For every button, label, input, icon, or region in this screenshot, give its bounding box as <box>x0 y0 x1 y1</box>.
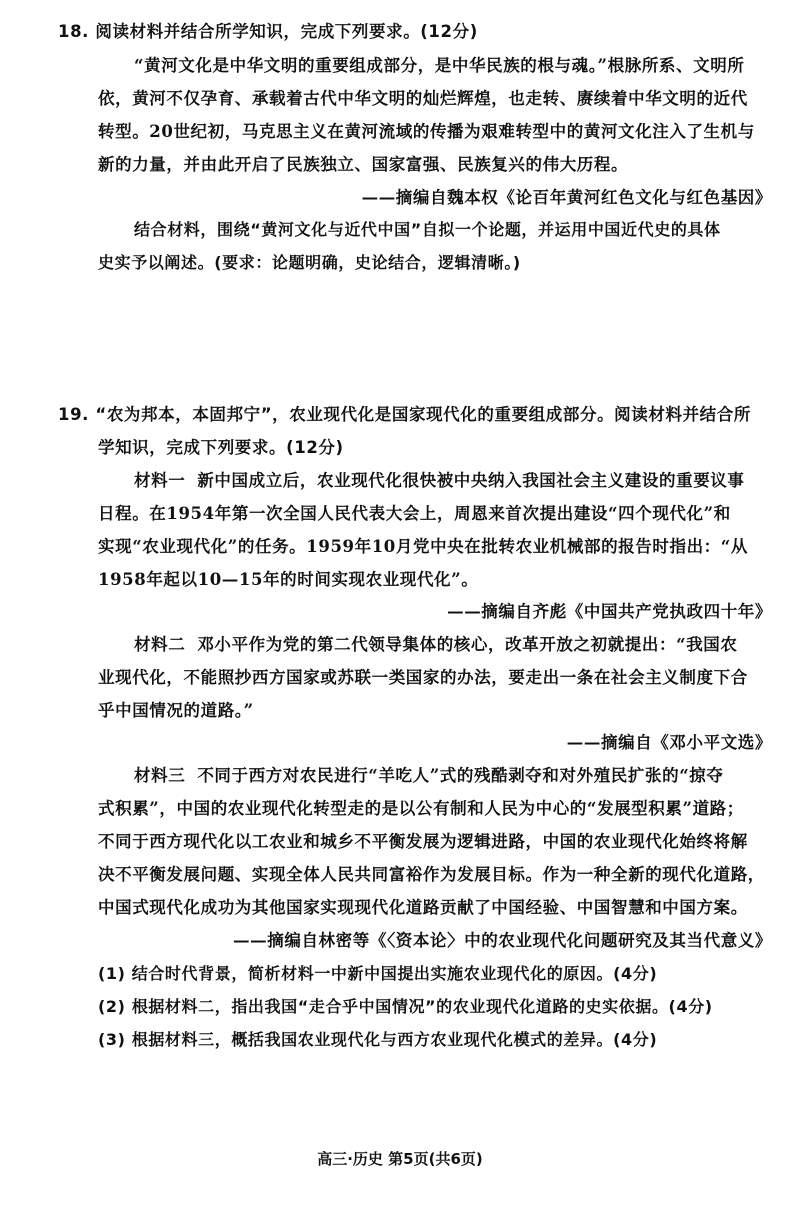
q19-prompt-text: “农为邦本，本固邦宁”，农业现代化是国家现代化的重要组成部分。阅读材料并结合所 <box>95 405 751 424</box>
q18-prompt <box>58 20 478 44</box>
q19-m1-source: ——摘编自齐彪《中国共产党执政四十年》 <box>447 602 772 621</box>
q18-material-line: 依，黄河不仅孕育、承载着古代中华文明的灿烂辉煌，也走转、赓续着中华文明的近代 <box>98 89 748 108</box>
q18-number: 18. <box>58 22 90 41</box>
q18-source: ——摘编自魏本权《论百年黄河红色文化与红色基因》 <box>361 188 772 207</box>
q19-m3-line: 决不平衡发展问题、实现全体人民共同富裕作为发展目标。作为一种全新的现代化道路， <box>98 865 765 884</box>
q19-m1-text: 新中国成立后，农业现代化很快被中央纳入我国社会主义建设的重要议事 <box>197 471 745 490</box>
q19-m3-line: 式积累”，中国的农业现代化转型走的是以公有制和人民为中心的“发展型积累”道路； <box>98 799 744 818</box>
q19-m3-source: ——摘编自林密等《〈资本论〉中的农业现代化问题研究及其当代意义》 <box>233 931 772 950</box>
q19-prompt-cont: 学知识，完成下列要求。(12分) <box>98 438 344 457</box>
q18-task-line: 史实予以阐述。(要求：论题明确，史论结合，逻辑清晰。) <box>98 253 521 272</box>
q19-m1-line: 1958年起以10—15年的时间实现农业现代化”。 <box>98 570 479 589</box>
q19-task-1: (1) 结合时代背景，简析材料一中新中国提出实施农业现代化的原因。(4分) <box>98 964 658 983</box>
q18-material-line: “黄河文化是中华文明的重要组成部分，是中华民族的根与魂。”根脉所系、文明所 <box>134 56 745 75</box>
q19-m3-text: 不同于西方对农民进行“羊吃人”式的残酷剥夺和对外殖民扩张的“掠夺 <box>197 766 724 785</box>
q19-task-2: (2) 根据材料二，指出我国“走合乎中国情况”的农业现代化道路的史实依据。(4分) <box>98 997 713 1016</box>
q19-m2-source: ——摘编自《邓小平文选》 <box>566 733 772 752</box>
q19-m1-line: 实现“农业现代化”的任务。1959年10月党中央在批转农业机械部的报告时指出：“从 <box>98 537 748 556</box>
q19-m2-line: 业现代化，不能照抄西方国家或苏联一类国家的办法，要走出一条在社会主义制度下合 <box>98 668 748 687</box>
q18-prompt-text: 阅读材料并结合所学知识，完成下列要求。(12分) <box>95 22 478 41</box>
q19-m3-label: 材料三 <box>134 766 186 785</box>
page-footer: 高三·历史 第5页(共6页) <box>317 1150 483 1168</box>
q19-m1-line <box>134 469 745 493</box>
q19-task-3: (3) 根据材料三，概括我国农业现代化与西方农业现代化模式的差异。(4分) <box>98 1030 658 1049</box>
q19-m3-line <box>134 764 723 788</box>
q19-m1-line: 日程。在1954年第一次全国人民代表大会上，周恩来首次提出建设“四个现代化”和 <box>98 504 731 523</box>
q18-task-line: 结合材料，围绕“黄河文化与近代中国”自拟一个论题，并运用中国近代史的具体 <box>134 220 721 239</box>
q18-material-line: 新的力量，并由此开启了民族独立、国家富强、民族复兴的伟大历程。 <box>98 155 629 174</box>
q19-m2-text: 邓小平作为党的第二代领导集体的核心，改革开放之初就提出：“我国农 <box>197 635 738 654</box>
q19-m2-line <box>134 633 738 657</box>
q19-m3-line: 不同于西方现代化以工农业和城乡不平衡发展为逻辑进路，中国的农业现代化始终将解 <box>98 832 748 851</box>
q19-m1-label: 材料一 <box>134 471 186 490</box>
q19-prompt <box>58 403 751 427</box>
q19-m3-line: 中国式现代化成功为其他国家实现现代化道路贡献了中国经验、中国智慧和中国方案。 <box>98 898 748 917</box>
q19-m2-line: 乎中国情况的道路。” <box>98 701 254 720</box>
q18-material-line: 转型。20世纪初，马克思主义在黄河流域的传播为艰难转型中的黄河文化注入了生机与 <box>98 122 755 141</box>
q19-number: 19. <box>58 405 90 424</box>
q19-m2-label: 材料二 <box>134 635 186 654</box>
